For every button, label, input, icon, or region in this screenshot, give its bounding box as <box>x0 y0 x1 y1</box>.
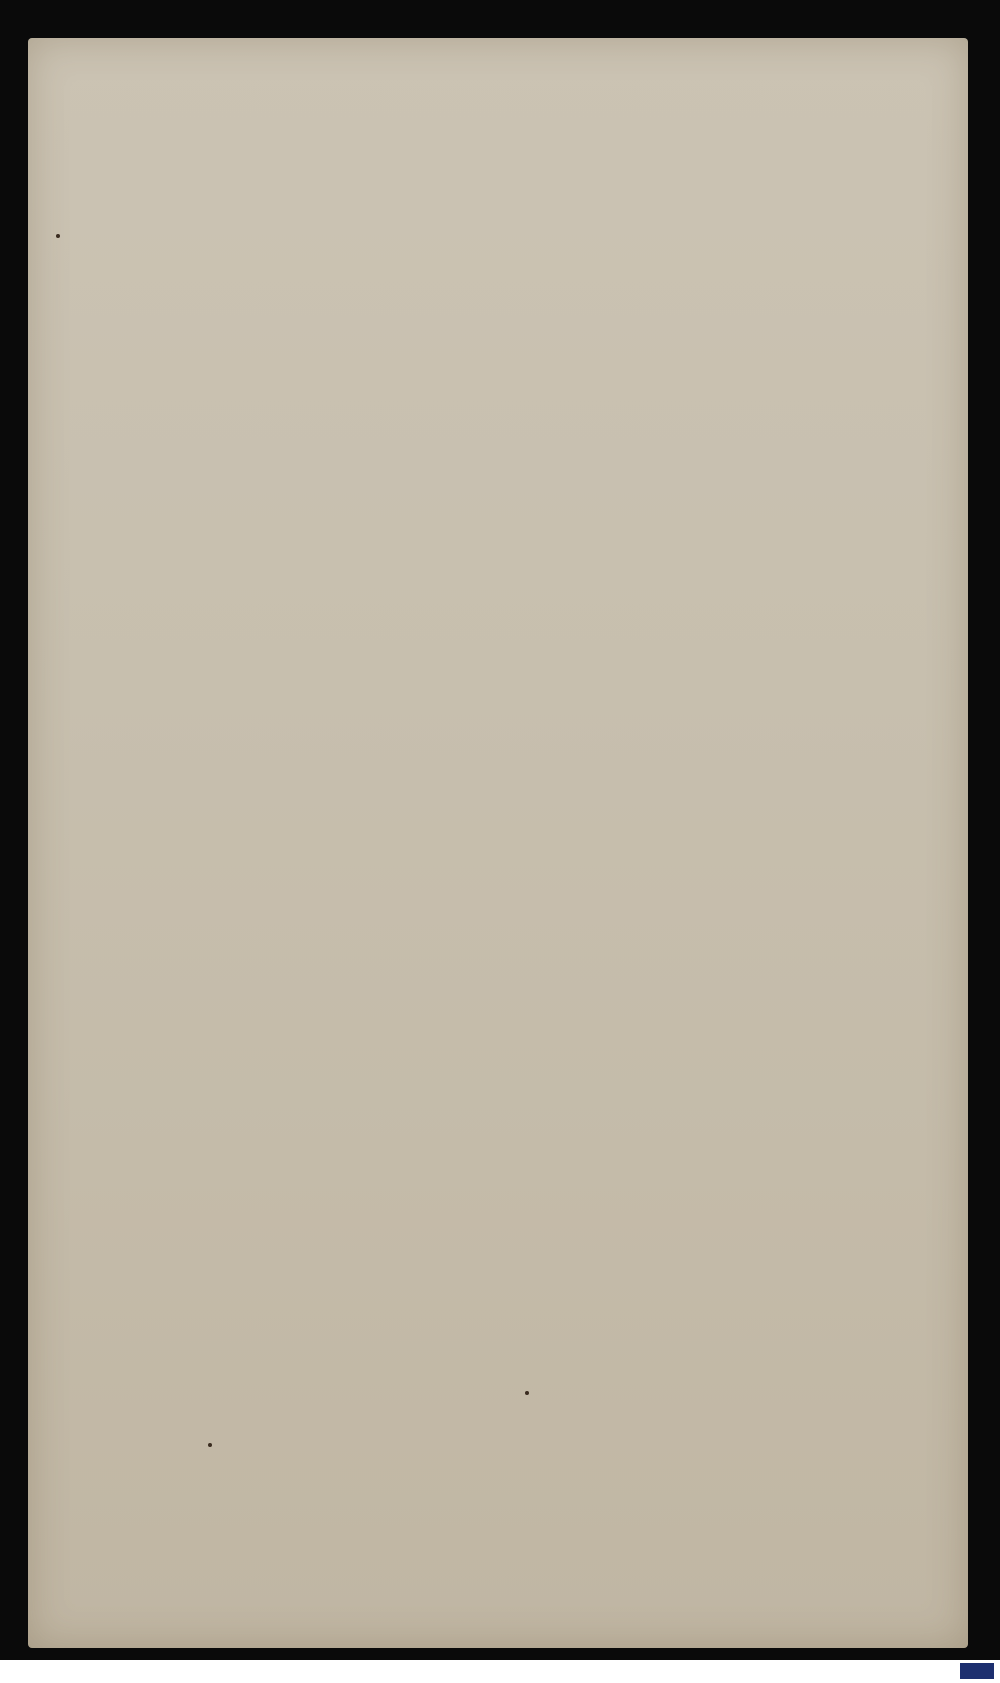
ink-spot <box>208 1443 212 1447</box>
footer-bar <box>0 1660 1000 1683</box>
ink-spot <box>525 1391 529 1395</box>
ink-spot <box>56 234 60 238</box>
book-page <box>28 38 968 1648</box>
dfg-logo <box>960 1663 994 1679</box>
page-header <box>28 100 968 140</box>
